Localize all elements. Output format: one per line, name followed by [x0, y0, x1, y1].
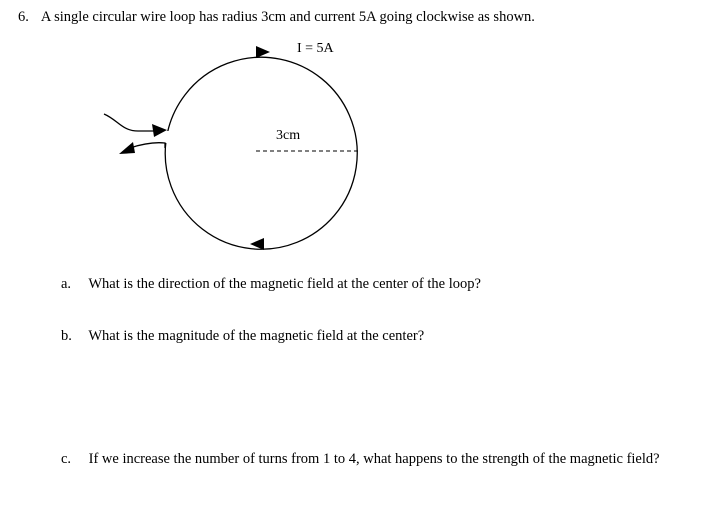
incoming-lead [104, 114, 160, 131]
subquestion-a [61, 276, 481, 293]
wire-loop [165, 57, 357, 249]
subquestion-text: If we increase the number of turns from 1 to 4, what happens to the strength of the magnetic field? [88, 451, 660, 467]
subquestion-letter: b. [61, 328, 72, 344]
current-label: I = 5A [297, 41, 334, 56]
question-text: A single circular wire loop has radius 3cm and current 5A going clockwise as shown. [40, 9, 535, 25]
radius-label: 3cm [276, 128, 301, 143]
subquestion-text: What is the magnitude of the magnetic field at the center? [88, 328, 425, 344]
outgoing-lead [130, 143, 165, 148]
subquestion-c [61, 451, 660, 468]
subquestion-letter: a. [61, 276, 72, 292]
subquestion-b [61, 328, 424, 345]
outgoing-arrow-icon [119, 142, 135, 154]
subquestion-letter: c. [61, 451, 72, 467]
subquestion-text: What is the direction of the magnetic field at the center of the loop? [88, 276, 481, 292]
question-number: 6. [18, 9, 29, 25]
top-current-arrow-icon [256, 46, 270, 58]
